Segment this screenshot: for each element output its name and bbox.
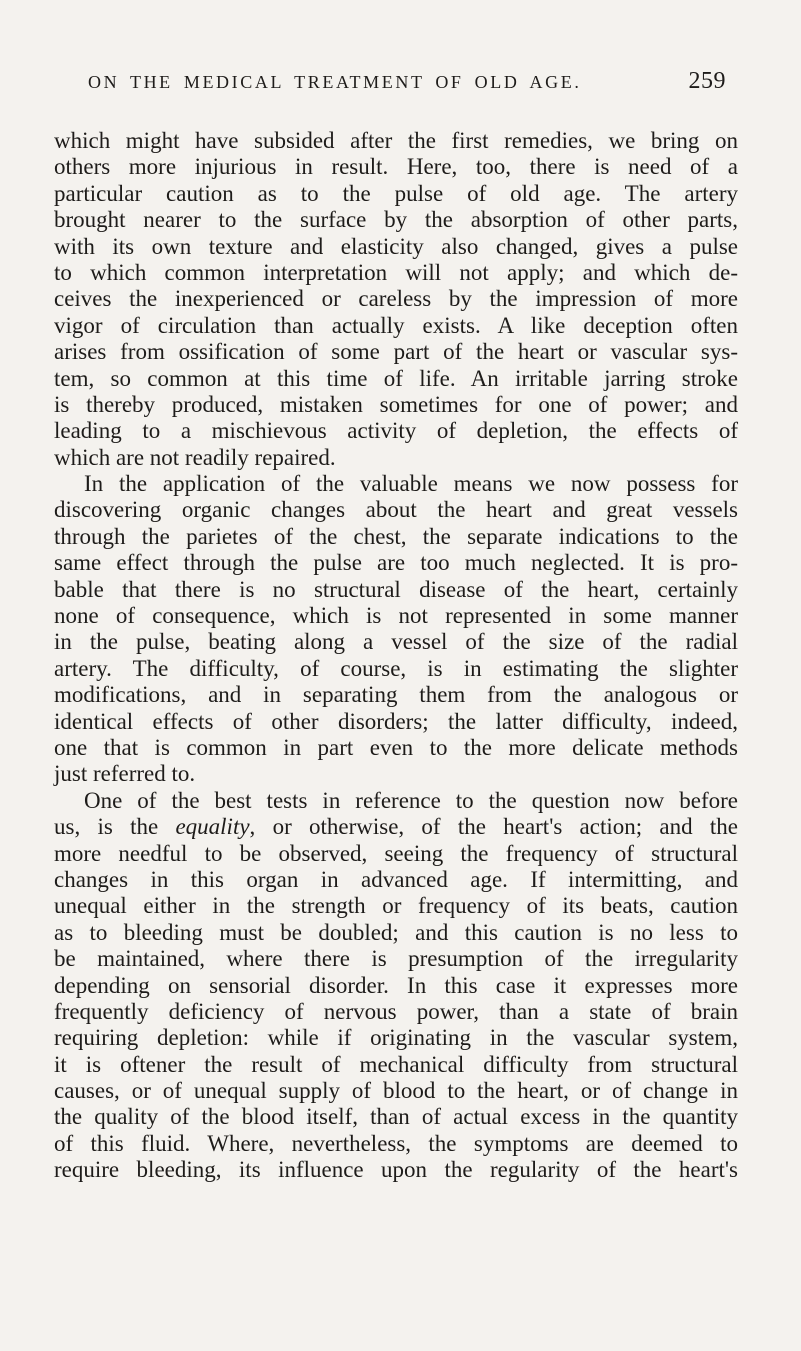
- text-line: as to bleeding must be doubled; and this caution is no less to: [54, 919, 738, 945]
- text-line: which are not readily repaired.: [54, 444, 336, 470]
- text-line: changes in this organ in advanced age. If intermitting, and: [54, 866, 738, 892]
- text-line: bable that there is no structural disease of the heart, certainly: [54, 576, 738, 602]
- text-line: others more injurious in result. Here, too, there is need of a: [54, 154, 738, 180]
- text-line: modifications, and in separating them from the analogous or: [54, 682, 738, 708]
- text-line: arises from ossification of some part of the heart or vascular sys-: [54, 339, 738, 365]
- text-line: it is oftener the result of mechanical difficulty from structural: [54, 1051, 738, 1077]
- running-head: [88, 68, 726, 112]
- text-line: requiring depletion: while if originating in the vascular system,: [54, 1025, 738, 1051]
- text-line: particular caution as to the pulse of old age. The artery: [54, 180, 738, 206]
- text-line: with its own texture and elasticity also changed, gives a pulse: [54, 233, 738, 259]
- text-fragment: , or otherwise, of the heart's action; and the: [249, 814, 738, 840]
- text-line: one that is common in part even to the more delicate methods: [54, 734, 738, 760]
- text-line: discovering organic changes about the heart and great vessels: [54, 497, 738, 523]
- text-line-with-italic: [54, 814, 738, 840]
- text-line: In the application of the valuable means we now possess for: [84, 471, 738, 497]
- text-line: same effect through the pulse are too much neglected. It is pro-: [54, 550, 738, 576]
- text-line: in the pulse, beating along a vessel of the size of the radial: [54, 629, 738, 655]
- text-line: just referred to.: [54, 761, 196, 787]
- text-line: brought nearer to the surface by the absorption of other parts,: [54, 207, 738, 233]
- text-line: more needful to be observed, seeing the frequency of structural: [54, 840, 738, 866]
- text-line: be maintained, where there is presumption of the irregularity: [54, 946, 738, 972]
- text-line: One of the best tests in reference to the question now before: [84, 787, 738, 813]
- text-line: frequently deficiency of nervous power, than a state of brain: [54, 998, 738, 1024]
- text-line: identical effects of other disorders; the latter difficulty, indeed,: [54, 708, 738, 734]
- text-line: causes, or of unequal supply of blood to the heart, or of change in: [54, 1078, 738, 1104]
- text-line: leading to a mischievous activity of depletion, the effects of: [54, 418, 738, 444]
- body-text: [54, 128, 738, 1184]
- text-line: which might have subsided after the first remedies, we bring on: [54, 128, 738, 153]
- text-line: artery. The difficulty, of course, is in estimating the slighter: [54, 655, 738, 681]
- running-title: ON THE MEDICAL TREATMENT OF OLD AGE.: [88, 72, 582, 92]
- text-line: through the parietes of the chest, the separate indications to the: [54, 523, 738, 549]
- text-line: tem, so common at this time of life. An irritable jarring stroke: [54, 365, 738, 391]
- text-line: vigor of circulation than actually exists. A like deception often: [54, 312, 738, 338]
- text-line: to which common interpretation will not apply; and which de-: [54, 259, 738, 285]
- page-number: 259: [688, 68, 726, 94]
- text-line: require bleeding, its influence upon the regularity of the heart's: [54, 1157, 738, 1183]
- text-line: is thereby produced, mistaken sometimes for one of power; and: [54, 391, 738, 417]
- text-line: ceives the inexperienced or careless by the impression of more: [54, 286, 738, 312]
- text-fragment: us, is the: [54, 814, 176, 840]
- text-line: of this fluid. Where, nevertheless, the symptoms are deemed to: [54, 1130, 738, 1156]
- italic-word: equality: [175, 814, 250, 840]
- text-line: unequal either in the strength or frequency of its beats, caution: [54, 893, 738, 919]
- text-line: the quality of the blood itself, than of actual excess in the quantity: [54, 1104, 738, 1130]
- text-line: none of consequence, which is not represented in some manner: [54, 603, 738, 629]
- text-line: depending on sensorial disorder. In this case it expresses more: [54, 972, 738, 998]
